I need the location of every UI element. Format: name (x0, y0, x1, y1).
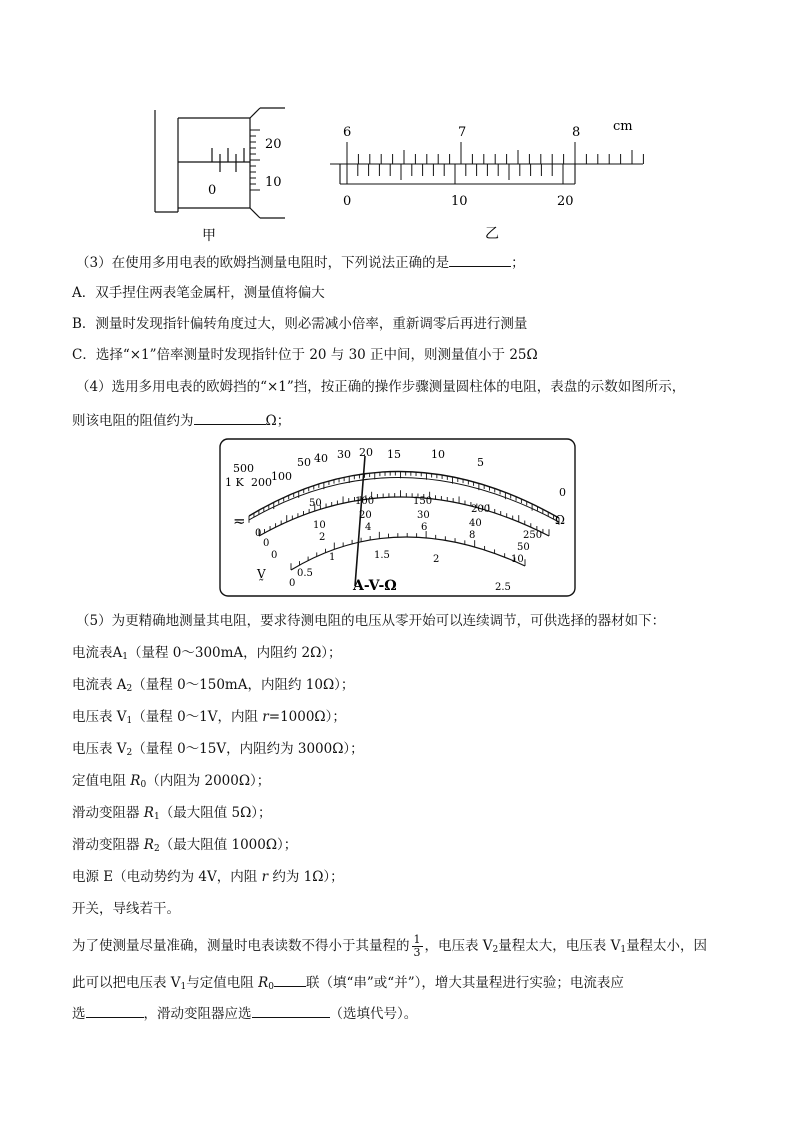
fraction-one-third: $\frac{1}{3}$ (413, 933, 421, 959)
ohm-label-20: 20 (359, 446, 373, 459)
ohm-label-100: 100 (271, 470, 292, 483)
item-v1: 电压表 $V_1$（量程 0～1V，内阻 r=1000Ω）； (72, 709, 346, 726)
ohm-label-30: 30 (337, 448, 351, 461)
q5-intro: （5）为更精确地测量其电阻，要求待测电阻的电压从零开始可以连续调节，可供选择的器材如下： (76, 613, 666, 629)
meter-center-text: A-V-Ω (353, 578, 397, 594)
main-scale-7: 7 (458, 125, 467, 140)
item-r2: 滑动变阻器 $R_2$（最大阻值 1000Ω）； (72, 837, 298, 854)
ac-label-1: 1 (329, 552, 336, 563)
ac-label-0.5: 0.5 (297, 568, 313, 579)
item-a2: 电流表 $A_2$（量程 0～150mA，内阻约 10Ω）； (72, 677, 355, 694)
multimeter-dial (219, 438, 576, 598)
unit-cm: cm (613, 119, 633, 134)
ac-label-0: 0 (289, 578, 296, 589)
dc-label-150: 150 (413, 496, 433, 507)
ohm-label-0: 0 (559, 486, 566, 499)
dc-low-10: 10 (511, 554, 524, 565)
ac-label-2: 2 (433, 554, 440, 565)
vernier-scale-20: 20 (557, 194, 574, 209)
dc-label-0: 0 (255, 528, 262, 539)
item-a1: 电流表$A_1$（量程 0～300mA，内阻约 2Ω）； (72, 645, 342, 662)
ac-label-2.5: 2.5 (495, 582, 511, 593)
main-scale-6: 6 (343, 125, 352, 140)
dc-label-250: 250 (523, 530, 543, 541)
main-scale-8: 8 (572, 125, 581, 140)
micrometer-tick-20: 20 (265, 137, 282, 152)
dc-mid-0: 0 (263, 538, 270, 549)
q4-line2: 则该电阻的阻值约为 Ω； (72, 410, 290, 430)
q3-stem: （3）在使用多用电表的欧姆挡测量电阻时，下列说法正确的是 ； (76, 252, 525, 272)
vernier-scale-10: 10 (451, 194, 468, 209)
dc-mid-50: 50 (517, 542, 530, 553)
connection-type-blank[interactable] (274, 972, 306, 987)
q5-paragraph-line3: 选 ，滑动变阻器应选 （选填代号）。 (72, 1003, 417, 1023)
item-power-source: 电源 E（电动势约为 4V，内阻 r 约为 1Ω）； (72, 869, 344, 885)
dc-low-6: 6 (421, 522, 428, 533)
dc-low-4: 4 (365, 522, 372, 533)
ac-label-1.5: 1.5 (374, 550, 390, 561)
dc-label-100: 100 (355, 496, 375, 507)
q5-paragraph-line2: 此可以把电压表 $V_1$与定值电阻 $R_0$ 联（填“串”或“并”），增大其量程进行实验；电流表应 (72, 972, 624, 996)
dc-symbol: ≂ (233, 512, 246, 530)
ohm-label-50: 50 (297, 456, 311, 469)
q3-option-b: B．测量时发现指针偏转角度过大，则必需减小倍率，重新调零后再进行测量 (72, 316, 528, 332)
item-r0: 定值电阻 $R_0$（内阻为 2000Ω）； (72, 773, 271, 790)
dc-mid-30: 30 (417, 510, 430, 521)
dc-low-2: 2 (319, 532, 326, 543)
ohm-label-500: 500 (233, 462, 254, 475)
dc-label-50: 50 (309, 498, 322, 509)
rheostat-choice-blank[interactable] (252, 1003, 330, 1018)
ohm-unit-symbol: Ω (555, 513, 565, 527)
ohm-label-1k: 1 K (225, 476, 244, 489)
q3-answer-blank[interactable] (449, 252, 511, 267)
q5-paragraph-line1: 为了使测量尽量准确，测量时电表读数不得小于其量程的 $\frac{1}{3}$ ，电压表 $V_2$量程太大，电压表 $V_1$量程太小，因 (72, 933, 708, 959)
q4-line1: （4）选用多用电表的欧姆挡的“×1”挡，按正确的操作步骤测量圆柱体的电阻，表盘的示数如图所示， (76, 379, 686, 395)
dc-low-0: 0 (271, 550, 278, 561)
item-switch: 开关，导线若干。 (72, 901, 180, 917)
micrometer-tick-10: 10 (265, 175, 282, 190)
q3-option-c: C．选择“×1”倍率测量时发现指针位于 20 与 30 正中间，则测量值小于 25Ω (72, 347, 538, 363)
micrometer-figure (150, 100, 300, 245)
ohm-label-40: 40 (314, 452, 328, 465)
figure-yi-label: 乙 (485, 226, 499, 242)
micrometer-zero: 0 (208, 183, 217, 198)
vernier-caliper-figure (325, 112, 645, 242)
figure-jia-label: 甲 (202, 228, 216, 244)
ohm-label-5: 5 (477, 456, 484, 469)
ohm-label-200: 200 (251, 476, 272, 489)
dc-mid-40: 40 (469, 518, 482, 529)
q4-answer-blank[interactable] (194, 410, 266, 425)
item-r1: 滑动变阻器 $R_1$（最大阻值 5Ω）； (72, 805, 272, 822)
dc-mid-10: 10 (313, 520, 326, 531)
dc-low-8: 8 (469, 530, 476, 541)
dc-label-200: 200 (471, 504, 491, 515)
ohm-label-10: 10 (431, 448, 445, 461)
ac-symbol: V̰ (257, 567, 266, 581)
item-v2: 电压表 $V_2$（量程 0～15V，内阻约为 3000Ω）； (72, 741, 364, 758)
vernier-scale-0: 0 (343, 194, 352, 209)
q3-option-a: A．双手捏住两表笔金属杆，测量值将偏大 (72, 285, 325, 301)
ohm-label-15: 15 (387, 448, 401, 461)
dc-mid-20: 20 (359, 510, 372, 521)
ammeter-choice-blank[interactable] (86, 1003, 144, 1018)
